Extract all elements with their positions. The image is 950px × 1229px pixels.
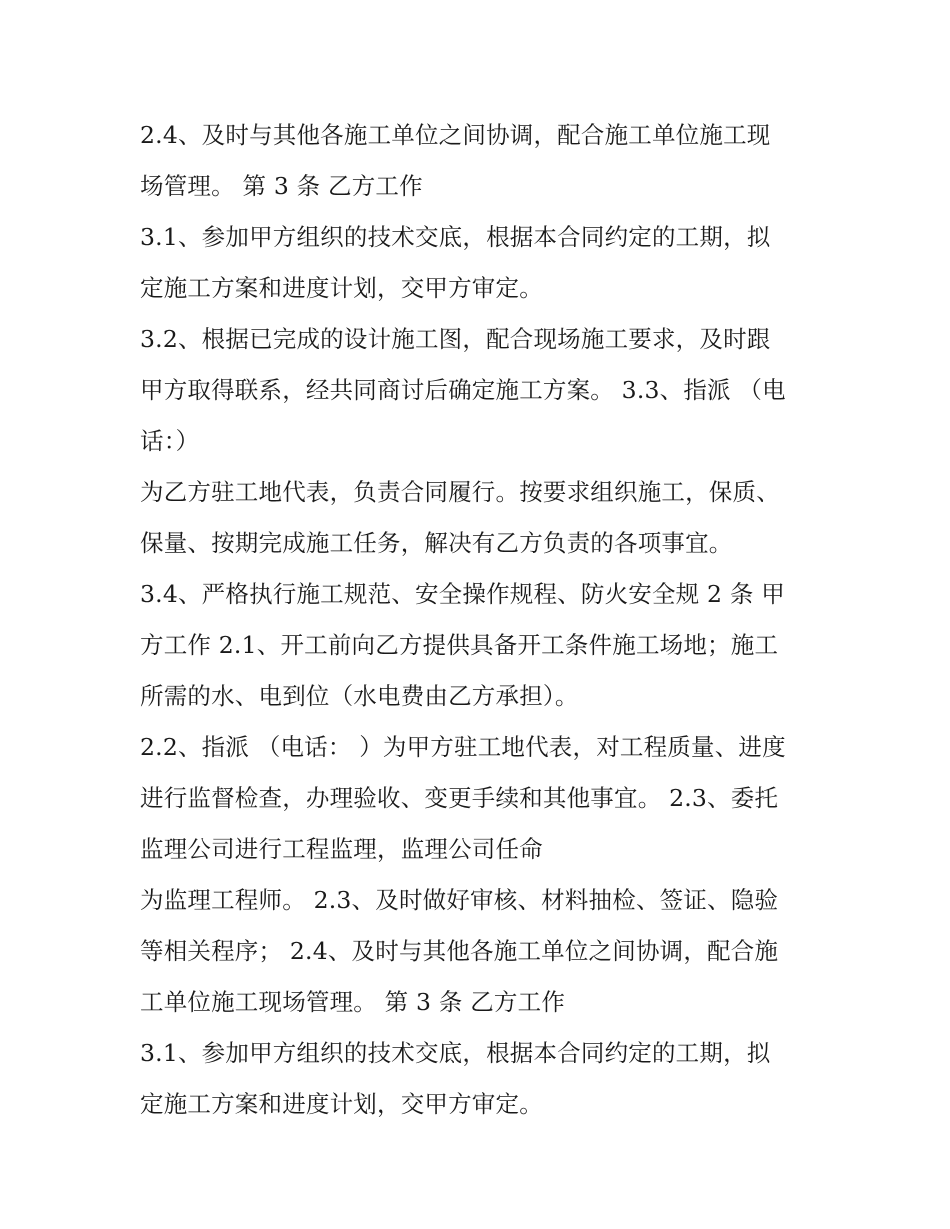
text-line: 3.1、参加甲方组织的技术交底，根据本合同约定的工期，拟 [140,1039,771,1067]
text-line: 为监理工程师。 2.3、及时做好审核、材料抽检、签证、隐验 [140,886,779,914]
text-line: 2.2、指派 （电话： ）为甲方驻工地代表，对工程质量、进度 [140,733,786,761]
text-line: 等相关程序； 2.4、及时与其他各施工单位之间协调，配合施 [140,937,779,965]
text-line: 2.4、及时与其他各施工单位之间协调，配合施工单位施工现 [140,121,771,149]
text-line: 3.1、参加甲方组织的技术交底，根据本合同约定的工期，拟 [140,223,771,251]
text-line: 定施工方案和进度计划，交甲方审定。 [140,1090,543,1118]
text-line: 为乙方驻工地代表，负责合同履行。按要求组织施工，保质、 [140,478,780,506]
text-line: 3.4、严格执行施工规范、安全操作规程、防火安全规 2 条 甲 [140,580,785,608]
text-line: 3.2、根据已完成的设计施工图，配合现场施工要求，及时跟 [140,325,771,353]
text-line: 保量、按期完成施工任务，解决有乙方负责的各项事宜。 [140,529,733,557]
document-body [140,110,820,1130]
text-line: 方工作 2.1、开工前向乙方提供具备开工条件施工场地；施工 [140,631,779,659]
text-line: 话：） [140,427,200,455]
text-line: 工单位施工现场管理。 第 3 条 乙方工作 [140,988,566,1016]
text-line: 监理公司进行工程监理，监理公司任命 [140,835,543,863]
text-line: 场管理。 第 3 条 乙方工作 [140,172,423,200]
text-line: 所需的水、电到位（水电费由乙方承担）。 [140,682,579,710]
text-line: 定施工方案和进度计划，交甲方审定。 [140,274,543,302]
text-line: 甲方取得联系，经共同商讨后确定施工方案。 3.3、指派 （电 [140,376,786,404]
text-line: 进行监督检查，办理验收、变更手续和其他事宜。 2.3、委托 [140,784,779,812]
